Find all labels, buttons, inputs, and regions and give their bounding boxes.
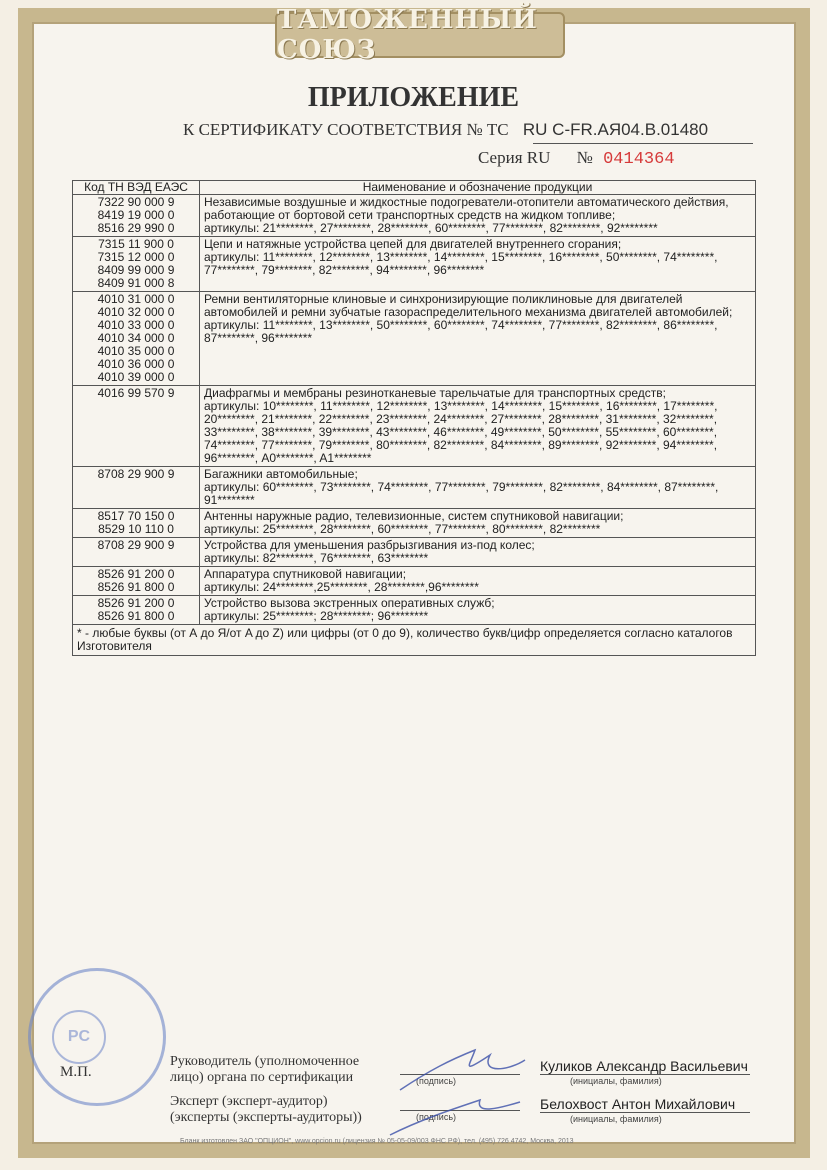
- table-row: [73, 467, 756, 509]
- hs-codes-cell: 8526 91 200 0 8526 91 800 0: [73, 596, 200, 625]
- expert-signature-caption: (подпись): [416, 1112, 457, 1122]
- series-no-label: №: [576, 148, 593, 167]
- stamp-place-label: М.П.: [60, 1064, 92, 1080]
- expert-name-line: [540, 1112, 750, 1113]
- product-description-cell: Антенны наружные радио, телевизионные, систем спутниковой навигации; артикулы: 25********, 28********, 60********, 77********, 80********, 82********: [200, 509, 756, 538]
- head-name-line: [540, 1074, 750, 1075]
- product-description-cell: Цепи и натяжные устройства цепей для двигателей внутреннего сгорания; артикулы: 11********, 12********, 13********, 14********, 15********, 16********, 50********, 74********, 77********, 79********, 82********, 94********, 96********: [200, 237, 756, 292]
- handwritten-signatures: [380, 1030, 540, 1140]
- expert-name: Белохвост Антон Михайлович: [540, 1096, 736, 1112]
- hs-codes-cell: 8708 29 900 9: [73, 467, 200, 509]
- column-header-product: Наименование и обозначение продукции: [200, 181, 756, 195]
- table-note-row: [73, 625, 756, 656]
- table-row: [73, 509, 756, 538]
- form-footer: Бланк изготовлен ЗАО "ОПЦИОН", www.opcion.ru (лицензия № 05-05-09/003 ФНС РФ), тел. (495) 726 4742, Москва, 2013: [180, 1138, 574, 1145]
- column-header-code: Код ТН ВЭД ЕАЭС: [73, 181, 200, 195]
- certificate-subtitle: [183, 120, 708, 140]
- certificate-subtitle-prefix: К СЕРТИФИКАТУ СООТВЕТСТВИЯ № ТС: [183, 120, 509, 139]
- series-number: 0414364: [603, 150, 675, 169]
- customs-union-banner: ТАМОЖЕННЫЙ СОЮЗ: [275, 12, 565, 58]
- product-description-cell: Аппаратура спутниковой навигации; артикулы: 24********,25********, 28********,96********: [200, 567, 756, 596]
- hs-codes-cell: 8526 91 200 0 8526 91 800 0: [73, 567, 200, 596]
- hs-codes-cell: 7315 11 900 0 7315 12 000 0 8409 99 000 9 8409 91 000 8: [73, 237, 200, 292]
- hs-codes-cell: 8708 29 900 9: [73, 538, 200, 567]
- rst-mark-icon: PC: [52, 1010, 106, 1064]
- products-table: [72, 180, 756, 656]
- hs-codes-cell: 4016 99 570 9: [73, 386, 200, 467]
- head-role-label: Руководитель (уполномоченное лицо) органа по сертификации: [170, 1054, 360, 1085]
- head-name-caption: (инициалы, фамилия): [570, 1076, 662, 1086]
- product-description-cell: Устройства для уменьшения разбрызгивания из-под колес; артикулы: 82********, 76********, 63********: [200, 538, 756, 567]
- table-row: [73, 292, 756, 386]
- hs-codes-cell: 8517 70 150 0 8529 10 110 0: [73, 509, 200, 538]
- certificate-number: RU C-FR.АЯ04.B.01480: [522, 120, 709, 139]
- expert-role-label: Эксперт (эксперт-аудитор) (эксперты (эксперты-аудиторы)): [170, 1094, 362, 1125]
- table-footnote: * - любые буквы (от А до Я/от A до Z) или цифры (от 0 до 9), количество букв/цифр определяется согласно каталогов Изготовителя: [73, 625, 756, 656]
- table-row: [73, 567, 756, 596]
- series-line: [478, 148, 675, 169]
- hs-codes-cell: 4010 31 000 0 4010 32 000 0 4010 33 000 0 4010 34 000 0 4010 35 000 0 4010 36 000 0 4010 39 000 0: [73, 292, 200, 386]
- product-description-cell: Диафрагмы и мембраны резинотканевые тарельчатые для транспортных средств; артикулы: 10********, 11********, 12********, 13********, 14********, 15********, 16********, 17********, 20********, 21********, 22********, 23********, 24********, 27********, 28********, 31********, 32********, 33********, 38********, 39********, 43********, 46********, 49********, 50********, 55********, 60********, 74********, 77********, 79********, 80********, 82********, 84********, 89********, 92********, 94********, 96********, A0********, A1********: [200, 386, 756, 467]
- certificate-number-underline: [533, 143, 753, 144]
- table-row: [73, 596, 756, 625]
- table-header-row: [73, 181, 756, 195]
- expert-name-caption: (инициалы, фамилия): [570, 1114, 662, 1124]
- head-signature-caption: (подпись): [416, 1076, 457, 1086]
- hs-codes-cell: 7322 90 000 9 8419 19 000 0 8516 29 990 0: [73, 195, 200, 237]
- head-name: Куликов Александр Васильевич: [540, 1058, 748, 1074]
- table-row: [73, 195, 756, 237]
- product-description-cell: Ремни вентиляторные клиновые и синхронизирующие поликлиновые для двигателей автомобилей и ремни зубчатые газораспределительного механизма двигателей автомобилей; артикулы: 11********, 13********, 50********, 60********, 74********, 77********, 82********, 86********, 87********, 96********: [200, 292, 756, 386]
- table-row: [73, 237, 756, 292]
- product-description-cell: Устройство вызова экстренных оперативных служб; артикулы: 25********; 28********; 96********: [200, 596, 756, 625]
- product-description-cell: Независимые воздушные и жидкостные подогреватели-отопители автоматического действия, работающие от бортовой сети транспортных средств на жидком топливе; артикулы: 21********, 27********, 28********, 60********, 77********, 82********, 92********: [200, 195, 756, 237]
- page-title: ПРИЛОЖЕНИЕ: [307, 82, 520, 113]
- table-row: [73, 538, 756, 567]
- product-description-cell: Багажники автомобильные; артикулы: 60********, 73********, 74********, 77********, 79********, 82********, 84********, 87********, 91********: [200, 467, 756, 509]
- series-label: Серия RU: [478, 148, 551, 167]
- table-row: [73, 386, 756, 467]
